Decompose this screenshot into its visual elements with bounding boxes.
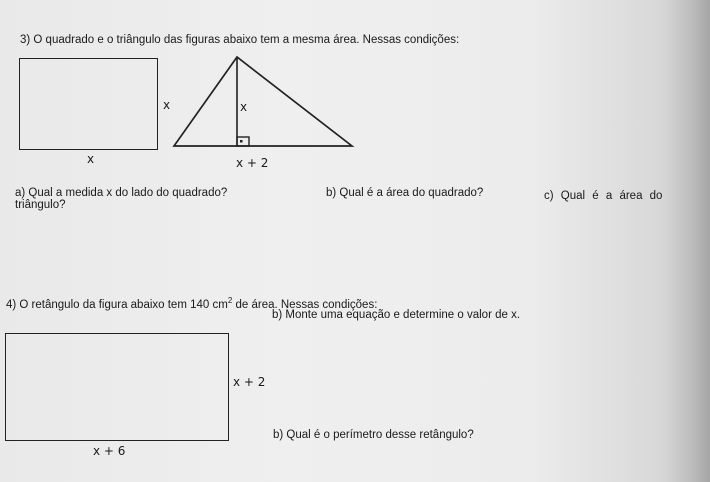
- square-side-label-right: x: [163, 98, 171, 112]
- triangle-height-label: x: [240, 100, 248, 114]
- rectangle-figure: [5, 333, 229, 441]
- q4-question-b-perimeter: b) Qual é o perímetro desse retângulo?: [273, 429, 474, 441]
- page-edge-shadow: [664, 0, 710, 482]
- q3-question-a: a) Qual a medida x do lado do quadrado?: [15, 187, 228, 199]
- q4-title-text: 4) O retângulo da figura abaixo tem 140 cm: [6, 298, 228, 311]
- triangle-base-label: x + 2: [236, 156, 269, 170]
- q3-question-b: b) Qual é a área do quadrado?: [326, 187, 484, 199]
- q4-title-text-end: de área. Nessas condições:: [232, 298, 378, 311]
- q4-title-superscript: 2: [227, 296, 233, 305]
- rectangle-base-label: x + 6: [93, 444, 126, 458]
- square-side-label-bottom: x: [87, 152, 95, 166]
- q3-title: 3) O quadrado e o triângulo das figuras abaixo tem a mesma área. Nessas condições:: [20, 34, 460, 46]
- rectangle-height-label: x + 2: [233, 375, 266, 389]
- q4-question-b-equation: b) Monte uma equação e determine o valor de x.: [272, 309, 521, 321]
- square-figure: [19, 58, 158, 150]
- q3-question-a-continuation: triângulo?: [15, 199, 66, 211]
- triangle-figure: [170, 55, 370, 155]
- q3-question-c: c) Qual é a área do: [544, 190, 663, 202]
